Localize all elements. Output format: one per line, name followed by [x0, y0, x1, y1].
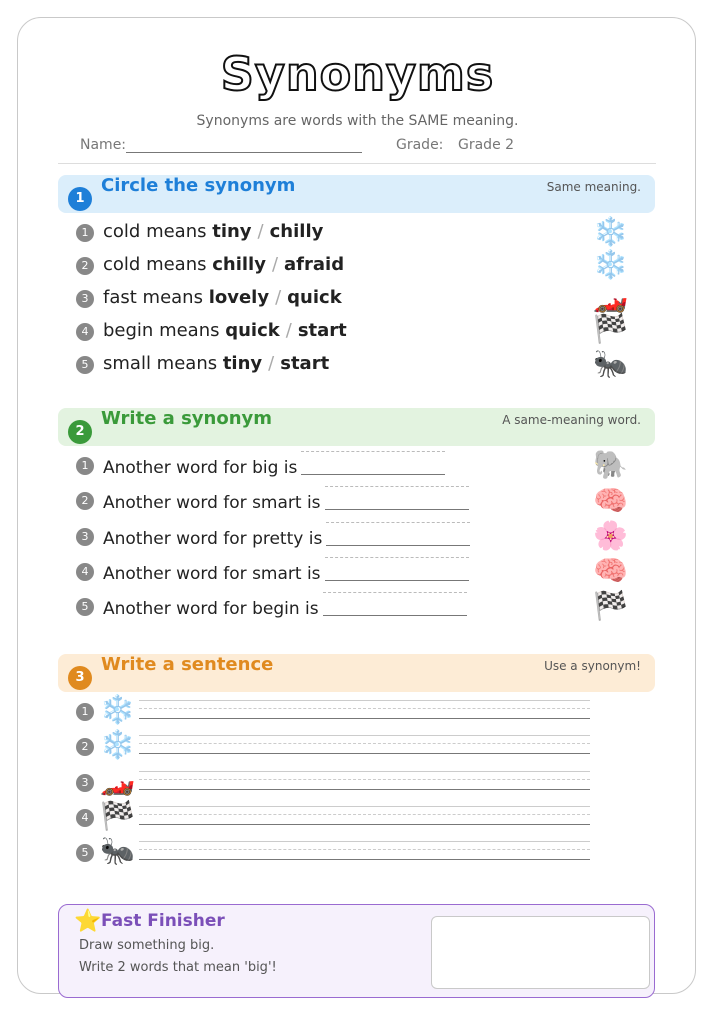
brain-icon: 🧠 [593, 554, 628, 587]
brain-icon: 🧠 [593, 484, 628, 517]
write-question [103, 596, 467, 619]
answer-blank[interactable] [325, 490, 469, 508]
section-header-circle [58, 175, 655, 213]
checkered-flag-icon: 🏁 [100, 799, 135, 832]
item-number: 1 [76, 457, 94, 475]
section-number: 1 [68, 187, 92, 211]
choice-separator: / [271, 254, 279, 275]
item-number: 1 [76, 224, 94, 242]
question-connector: means [153, 320, 226, 341]
choice-separator: / [275, 287, 282, 308]
answer-base-line [301, 474, 445, 475]
fast-finisher-box [58, 904, 655, 998]
item-number: 3 [76, 290, 94, 308]
fast-finisher-title: Fast Finisher [101, 911, 225, 931]
top-guide-line [139, 700, 590, 701]
write-question [103, 490, 469, 513]
choice-separator: / [268, 353, 275, 374]
question-text: Another word for pretty is [103, 529, 323, 549]
item-number: 4 [76, 563, 94, 581]
choice-a[interactable]: chilly [212, 254, 266, 275]
choice-a[interactable]: quick [225, 320, 280, 341]
ant-icon: 🐜 [593, 347, 628, 380]
item-number: 3 [76, 774, 94, 792]
choice-separator: / [285, 320, 292, 341]
snowflake-icon: ❄️ [100, 693, 135, 726]
item-number: 2 [76, 257, 94, 275]
answer-guide-line [323, 592, 467, 593]
choice-b[interactable]: start [280, 353, 330, 374]
answer-base-line [326, 545, 470, 546]
question-text: Another word for smart is [103, 493, 321, 513]
section-title: Write a sentence [101, 654, 274, 675]
question-word: small [103, 353, 151, 374]
item-number: 3 [76, 528, 94, 546]
ant-icon: 🐜 [100, 834, 135, 867]
mid-guide-line [139, 849, 590, 850]
mid-guide-line [139, 779, 590, 780]
snowflake-icon: ❄️ [593, 215, 628, 248]
choice-a[interactable]: tiny [212, 221, 252, 242]
question-text: Another word for big is [103, 458, 298, 478]
item-number: 1 [76, 703, 94, 721]
write-question [103, 526, 470, 549]
circle-question [103, 320, 347, 341]
section-note: A same-meaning word. [502, 413, 641, 427]
section-note: Same meaning. [546, 180, 641, 194]
grade-value: Grade 2 [458, 137, 515, 153]
base-line [139, 753, 590, 754]
item-number: 5 [76, 598, 94, 616]
answer-guide-line [325, 486, 469, 487]
race-car-icon: 🏎️ [100, 764, 135, 797]
answer-guide-line [325, 557, 469, 558]
mid-guide-line [139, 708, 590, 709]
question-connector: means [136, 287, 209, 308]
answer-blank[interactable] [301, 455, 445, 473]
section-number: 3 [68, 666, 92, 690]
answer-base-line [325, 580, 469, 581]
base-line [139, 789, 590, 790]
mid-guide-line [139, 814, 590, 815]
top-guide-line [139, 771, 590, 772]
question-word: cold [103, 254, 141, 275]
item-number: 2 [76, 738, 94, 756]
answer-blank[interactable] [325, 561, 469, 579]
answer-blank[interactable] [326, 526, 470, 544]
choice-a[interactable]: lovely [208, 287, 270, 308]
page-title: Synonyms [220, 47, 495, 101]
question-word: fast [103, 287, 137, 308]
circle-question [103, 287, 342, 308]
checkered-flag-icon: 🏁 [593, 312, 628, 345]
fast-finisher-line1: Draw something big. [79, 938, 215, 953]
top-guide-line [139, 735, 590, 736]
question-text: Another word for begin is [103, 599, 319, 619]
choice-a[interactable]: tiny [222, 353, 263, 374]
item-number: 4 [76, 323, 94, 341]
answer-base-line [323, 615, 467, 616]
answer-base-line [325, 509, 469, 510]
top-guide-line [139, 806, 590, 807]
mid-guide-line [139, 743, 590, 744]
page-subtitle: Synonyms are words with the SAME meaning. [196, 113, 519, 129]
race-car-icon: 🏎️ [593, 281, 628, 314]
question-word: cold [103, 221, 141, 242]
grade-label: Grade: [396, 137, 444, 153]
header-divider [58, 163, 656, 164]
answer-guide-line [301, 451, 445, 452]
question-connector: means [140, 254, 213, 275]
checkered-flag-icon: 🏁 [593, 589, 628, 622]
item-number: 4 [76, 809, 94, 827]
section-header-write [58, 408, 655, 446]
item-number: 5 [76, 356, 94, 374]
snowflake-icon: ❄️ [593, 248, 628, 281]
section-note: Use a synonym! [544, 659, 641, 673]
choice-separator: / [257, 221, 264, 242]
name-field[interactable] [126, 152, 362, 153]
star-icon: ⭐ [74, 909, 102, 934]
choice-b[interactable]: quick [287, 287, 342, 308]
answer-blank[interactable] [323, 596, 467, 614]
section-title: Circle the synonym [101, 175, 296, 196]
choice-b[interactable]: afraid [284, 254, 345, 275]
write-question [103, 455, 445, 478]
question-connector: means [140, 221, 213, 242]
snowflake-icon: ❄️ [100, 728, 135, 761]
item-number: 2 [76, 492, 94, 510]
base-line [139, 859, 590, 860]
elephant-icon: 🐘 [593, 448, 628, 481]
question-text: Another word for smart is [103, 564, 321, 584]
choice-b[interactable]: start [297, 320, 347, 341]
base-line [139, 718, 590, 719]
circle-question [103, 353, 329, 374]
section-number: 2 [68, 420, 92, 444]
name-label: Name: [80, 137, 127, 153]
section-header-sentence [58, 654, 655, 692]
fast-finisher-line2: Write 2 words that mean 'big'! [79, 960, 277, 975]
question-connector: means [150, 353, 223, 374]
section-title: Write a synonym [101, 408, 273, 429]
write-question [103, 561, 469, 584]
item-number: 5 [76, 844, 94, 862]
circle-question [103, 221, 323, 242]
answer-guide-line [326, 522, 470, 523]
drawing-box[interactable] [431, 916, 650, 989]
circle-question [103, 254, 344, 275]
flower-icon: 🌸 [593, 519, 628, 552]
top-guide-line [139, 841, 590, 842]
question-word: begin [103, 320, 154, 341]
base-line [139, 824, 590, 825]
choice-b[interactable]: chilly [269, 221, 324, 242]
